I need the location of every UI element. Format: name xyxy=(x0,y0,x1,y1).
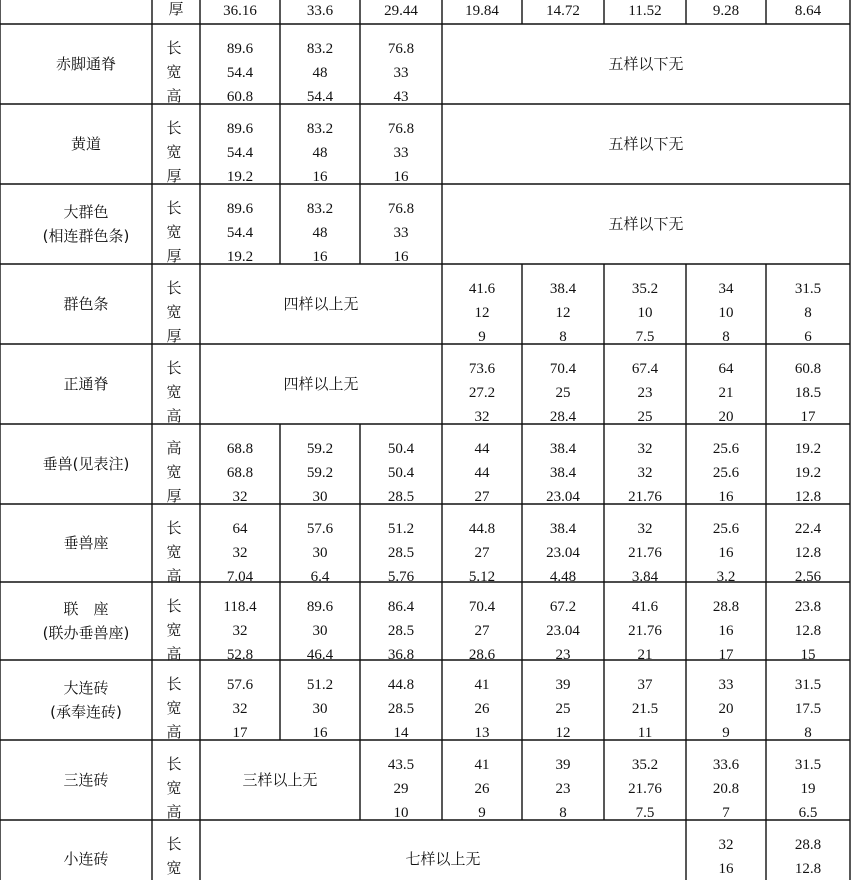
dimension-label: 长 xyxy=(166,199,182,217)
table-cell: 48 xyxy=(312,225,328,241)
table-cell: 20 xyxy=(718,701,734,717)
table-cell: 33 xyxy=(393,145,409,161)
dimension-label: 宽 xyxy=(166,463,182,481)
dimension-label: 宽 xyxy=(166,303,182,321)
dimension-label: 长 xyxy=(166,359,182,377)
merged-note: 七样以上无 xyxy=(405,850,481,868)
table-cell: 70.4 xyxy=(468,599,496,615)
table-cell: 16 xyxy=(312,249,328,265)
table-cell: 10 xyxy=(718,305,734,321)
table-cell: 41.6 xyxy=(468,281,496,297)
table-cell: 19.2 xyxy=(226,169,254,185)
table-cell: 68.8 xyxy=(226,465,254,481)
table-cell: 29.44 xyxy=(384,3,418,19)
item-name: 垂兽座 xyxy=(63,534,109,552)
table-cell: 67.4 xyxy=(631,361,659,377)
table-cell: 28.5 xyxy=(387,623,415,639)
table-cell: 25 xyxy=(555,385,571,401)
table-cell: 89.6 xyxy=(226,41,254,57)
table-cell: 28.8 xyxy=(794,837,822,853)
table-cell: 76.8 xyxy=(387,41,415,57)
table-cell: 52.8 xyxy=(226,647,254,663)
dimension-label: 长 xyxy=(166,39,182,57)
table-cell: 43 xyxy=(393,89,409,105)
table-cell: 37 xyxy=(637,677,653,693)
table-cell: 20 xyxy=(718,409,734,425)
table-cell: 15 xyxy=(800,647,816,663)
item-name-note: (相连群色条) xyxy=(42,227,130,245)
table-cell: 23.8 xyxy=(794,599,822,615)
table-cell: 27 xyxy=(474,489,490,505)
table-cell: 54.4 xyxy=(226,65,254,81)
table-cell: 32 xyxy=(474,409,490,425)
table-cell: 19.2 xyxy=(226,249,254,265)
table-cell: 30 xyxy=(312,545,328,561)
table-cell: 57.6 xyxy=(226,677,254,693)
table-cell: 21 xyxy=(718,385,734,401)
table-cell: 43.5 xyxy=(387,757,415,773)
table-cell: 14.72 xyxy=(546,3,580,19)
table-cell: 12.8 xyxy=(794,545,822,561)
table-cell: 16 xyxy=(718,489,734,505)
table-cell: 16 xyxy=(393,249,409,265)
table-cell: 35.2 xyxy=(631,281,659,297)
dimension-label: 长 xyxy=(166,597,182,615)
table-cell: 5.76 xyxy=(387,569,415,585)
item-name: 群色条 xyxy=(63,295,109,313)
item-name: 小连砖 xyxy=(63,850,109,868)
dimension-label: 厚 xyxy=(166,327,182,345)
table-cell: 70.4 xyxy=(549,361,577,377)
table-cell: 19.2 xyxy=(794,441,822,457)
table-cell: 73.6 xyxy=(468,361,496,377)
table-cell: 35.2 xyxy=(631,757,659,773)
table-cell: 64 xyxy=(232,521,248,537)
dimension-label: 厚 xyxy=(168,0,184,18)
table-cell: 39 xyxy=(555,757,571,773)
item-name: 赤脚通脊 xyxy=(55,55,117,73)
table-cell: 14 xyxy=(393,725,409,741)
dimension-label: 厚 xyxy=(166,247,182,265)
table-cell: 28.5 xyxy=(387,701,415,717)
table-cell: 7.5 xyxy=(635,329,655,345)
table-cell: 83.2 xyxy=(306,41,334,57)
table-cell: 6.5 xyxy=(798,805,818,821)
dimension-label: 长 xyxy=(166,279,182,297)
table-cell: 6.4 xyxy=(310,569,330,585)
merged-note: 三样以上无 xyxy=(242,771,318,789)
table-cell: 8 xyxy=(804,725,812,741)
dimension-label: 宽 xyxy=(166,63,182,81)
table-cell: 28.5 xyxy=(387,489,415,505)
table-cell: 17 xyxy=(232,725,248,741)
table-cell: 12.8 xyxy=(794,489,822,505)
table-cell: 60.8 xyxy=(794,361,822,377)
table-cell: 32 xyxy=(232,545,248,561)
dimension-label: 宽 xyxy=(166,621,182,639)
table-cell: 44 xyxy=(474,441,490,457)
table-cell: 23 xyxy=(555,781,571,797)
table-cell: 21.76 xyxy=(628,781,662,797)
table-cell: 118.4 xyxy=(223,599,257,615)
table-cell: 32 xyxy=(232,701,248,717)
dimension-label: 宽 xyxy=(166,143,182,161)
table-cell: 30 xyxy=(312,701,328,717)
table-cell: 33 xyxy=(393,65,409,81)
table-cell: 27 xyxy=(474,623,490,639)
item-name-note: (联办垂兽座) xyxy=(42,624,130,642)
table-cell: 12 xyxy=(555,305,571,321)
table-cell: 28.5 xyxy=(387,545,415,561)
table-cell: 32 xyxy=(637,521,653,537)
table-cell: 7.04 xyxy=(226,569,254,585)
dimension-label: 宽 xyxy=(166,223,182,241)
table-cell: 8 xyxy=(559,805,567,821)
table-cell: 34 xyxy=(718,281,734,297)
table-cell: 2.56 xyxy=(794,569,822,585)
table-cell: 32 xyxy=(232,623,248,639)
table-cell: 32 xyxy=(637,465,653,481)
table-cell: 8 xyxy=(804,305,812,321)
table-cell: 11.52 xyxy=(628,3,662,19)
table-cell: 59.2 xyxy=(306,441,334,457)
dimension-label: 高 xyxy=(166,439,182,457)
table-cell: 32 xyxy=(232,489,248,505)
table-cell: 8 xyxy=(722,329,730,345)
table-cell: 44.8 xyxy=(468,521,496,537)
table-cell: 23.04 xyxy=(546,623,580,639)
table-cell: 27 xyxy=(474,545,490,561)
table-cell: 17 xyxy=(718,647,734,663)
table-cell: 41.6 xyxy=(631,599,659,615)
table-cell: 57.6 xyxy=(306,521,334,537)
dimension-label: 高 xyxy=(166,803,182,821)
table-cell: 32 xyxy=(718,837,734,853)
table-cell: 13 xyxy=(474,725,490,741)
item-name-note: (承奉连砖) xyxy=(50,703,122,721)
dimension-label: 长 xyxy=(166,675,182,693)
table-cell: 48 xyxy=(312,65,328,81)
table-cell: 8.64 xyxy=(794,3,822,19)
table-cell: 19 xyxy=(800,781,816,797)
table-cell: 23.04 xyxy=(546,545,580,561)
dimension-label: 长 xyxy=(166,119,182,137)
table-cell: 16 xyxy=(718,861,734,877)
dimension-label: 长 xyxy=(166,835,182,853)
table-cell: 25 xyxy=(555,701,571,717)
table-cell: 23 xyxy=(637,385,653,401)
dimension-label: 宽 xyxy=(166,699,182,717)
table-cell: 76.8 xyxy=(387,121,415,137)
item-name: 黄道 xyxy=(70,135,102,153)
table-cell: 16 xyxy=(718,623,734,639)
table-cell: 5.12 xyxy=(468,569,496,585)
table-cell: 9 xyxy=(478,805,486,821)
table-cell: 38.4 xyxy=(549,521,577,537)
table-cell: 16 xyxy=(718,545,734,561)
table-cell: 32 xyxy=(637,441,653,457)
dimension-label: 宽 xyxy=(166,383,182,401)
table-cell: 46.4 xyxy=(306,647,334,663)
table-cell: 59.2 xyxy=(306,465,334,481)
table-cell: 25 xyxy=(637,409,653,425)
table-cell: 21.76 xyxy=(628,489,662,505)
table-cell: 38.4 xyxy=(549,465,577,481)
table-cell: 4.48 xyxy=(549,569,577,585)
table-cell: 9 xyxy=(478,329,486,345)
table-cell: 21.76 xyxy=(628,623,662,639)
table-cell: 27.2 xyxy=(468,385,496,401)
table-cell: 76.8 xyxy=(387,201,415,217)
table-cell: 54.4 xyxy=(226,225,254,241)
table-cell: 67.2 xyxy=(549,599,577,615)
table-cell: 41 xyxy=(474,677,490,693)
table-cell: 19.2 xyxy=(794,465,822,481)
table-cell: 25.6 xyxy=(712,521,740,537)
table-cell: 83.2 xyxy=(306,201,334,217)
merged-note: 四样以上无 xyxy=(283,295,359,313)
table-cell: 29 xyxy=(393,781,409,797)
dimension-label: 高 xyxy=(166,87,182,105)
table-cell: 23.04 xyxy=(546,489,580,505)
item-name: 大连砖 xyxy=(63,679,109,697)
table-cell: 18.5 xyxy=(794,385,822,401)
table-cell: 30 xyxy=(312,489,328,505)
dimension-label: 高 xyxy=(166,723,182,741)
table-cell: 17 xyxy=(800,409,816,425)
table-cell: 26 xyxy=(474,781,490,797)
table-cell: 16 xyxy=(312,169,328,185)
table-cell: 23 xyxy=(555,647,571,663)
table-cell: 28.8 xyxy=(712,599,740,615)
table-cell: 48 xyxy=(312,145,328,161)
dimension-label: 高 xyxy=(166,407,182,425)
table-cell: 10 xyxy=(637,305,653,321)
dimension-label: 厚 xyxy=(166,487,182,505)
table-cell: 36.16 xyxy=(223,3,257,19)
table-cell: 21.76 xyxy=(628,545,662,561)
table-cell: 12.8 xyxy=(794,861,822,877)
table-cell: 12 xyxy=(474,305,490,321)
table-cell: 41 xyxy=(474,757,490,773)
table-cell: 36.8 xyxy=(387,647,415,663)
table-cell: 89.6 xyxy=(306,599,334,615)
table-cell: 33 xyxy=(393,225,409,241)
table-cell: 9.28 xyxy=(712,3,740,19)
table-cell: 26 xyxy=(474,701,490,717)
table-cell: 38.4 xyxy=(549,441,577,457)
table-cell: 83.2 xyxy=(306,121,334,137)
table-cell: 11 xyxy=(637,725,653,741)
table-cell: 28.6 xyxy=(468,647,496,663)
dimension-label: 宽 xyxy=(166,779,182,797)
table-cell: 6 xyxy=(804,329,812,345)
table-cell: 20.8 xyxy=(712,781,740,797)
table-cell: 8 xyxy=(559,329,567,345)
table-cell: 86.4 xyxy=(387,599,415,615)
table-cell: 16 xyxy=(312,725,328,741)
table-cell: 17.5 xyxy=(794,701,822,717)
table-cell: 3.84 xyxy=(631,569,659,585)
table-cell: 51.2 xyxy=(306,677,334,693)
table-cell: 21 xyxy=(637,647,653,663)
table-cell: 89.6 xyxy=(226,121,254,137)
table-cell: 31.5 xyxy=(794,281,822,297)
table-cell: 30 xyxy=(312,623,328,639)
merged-note: 四样以上无 xyxy=(283,375,359,393)
merged-note: 五样以下无 xyxy=(608,55,684,73)
table-cell: 31.5 xyxy=(794,757,822,773)
dimension-label: 厚 xyxy=(166,167,182,185)
table-cell: 25.6 xyxy=(712,465,740,481)
table-cell: 64 xyxy=(718,361,734,377)
table-cell: 33.6 xyxy=(712,757,740,773)
table-cell: 44 xyxy=(474,465,490,481)
table-cell: 21.5 xyxy=(631,701,659,717)
dimension-label: 宽 xyxy=(166,543,182,561)
merged-note: 五样以下无 xyxy=(608,215,684,233)
table-cell: 33.6 xyxy=(306,3,334,19)
table-cell: 51.2 xyxy=(387,521,415,537)
table-cell: 16 xyxy=(393,169,409,185)
table-cell: 60.8 xyxy=(226,89,254,105)
table-cell: 28.4 xyxy=(549,409,577,425)
table-cell: 33 xyxy=(718,677,734,693)
item-name: 大群色 xyxy=(63,203,109,221)
table-cell: 68.8 xyxy=(226,441,254,457)
table-cell: 31.5 xyxy=(794,677,822,693)
table-cell: 22.4 xyxy=(794,521,822,537)
item-name: 正通脊 xyxy=(63,375,109,393)
dimension-label: 高 xyxy=(166,645,182,663)
table-cell: 9 xyxy=(722,725,730,741)
table-cell: 12 xyxy=(555,725,571,741)
dimension-label: 长 xyxy=(166,519,182,537)
table-cell: 54.4 xyxy=(306,89,334,105)
merged-note: 五样以下无 xyxy=(608,135,684,153)
table-cell: 89.6 xyxy=(226,201,254,217)
dimension-label: 宽 xyxy=(166,859,182,877)
table-cell: 25.6 xyxy=(712,441,740,457)
table-cell: 19.84 xyxy=(465,3,499,19)
table-cell: 50.4 xyxy=(387,465,415,481)
table-cell: 7.5 xyxy=(635,805,655,821)
dimension-label: 高 xyxy=(166,567,182,585)
table-cell: 3.2 xyxy=(716,569,736,585)
table-cell: 7 xyxy=(722,805,730,821)
table-cell: 39 xyxy=(555,677,571,693)
table-cell: 50.4 xyxy=(387,441,415,457)
item-name: 三连砖 xyxy=(63,771,109,789)
table-cell: 12.8 xyxy=(794,623,822,639)
dimension-label: 长 xyxy=(166,755,182,773)
table-cell: 10 xyxy=(393,805,409,821)
item-name: 联 座 xyxy=(63,600,109,618)
item-name: 垂兽(见表注) xyxy=(42,455,130,473)
table-cell: 54.4 xyxy=(226,145,254,161)
table-cell: 38.4 xyxy=(549,281,577,297)
table-cell: 44.8 xyxy=(387,677,415,693)
